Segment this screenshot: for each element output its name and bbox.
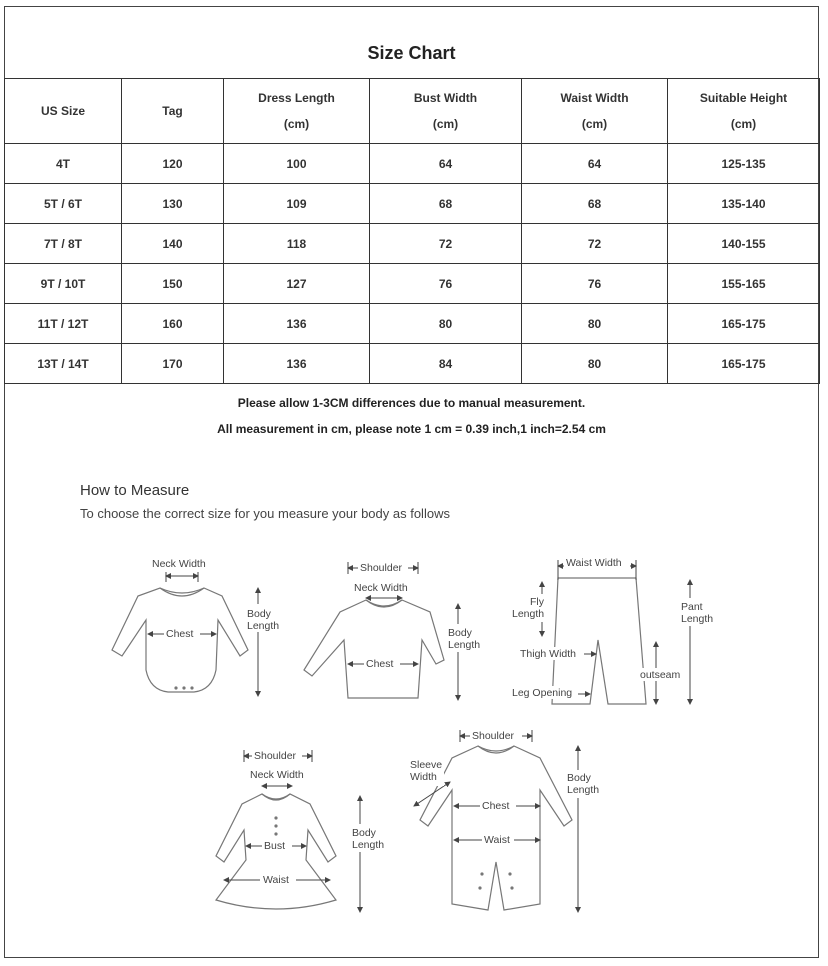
pants-leg-label: Leg Opening [512, 687, 573, 699]
cell-suitable-height: 165-175 [668, 304, 820, 344]
cell-bust-width: 76 [370, 264, 522, 304]
bodysuit-chest-label: Chest [166, 628, 194, 640]
pants-outseam-label: outseam [640, 669, 681, 681]
title-row [4, 6, 819, 78]
cell-bust-width: 72 [370, 224, 522, 264]
cell-tag: 120 [122, 144, 224, 184]
cell-us-size: 11T / 12T [5, 304, 122, 344]
cell-bust-width: 64 [370, 144, 522, 184]
romper-sleeve-label-a: Sleeve [410, 759, 443, 771]
cell-tag: 130 [122, 184, 224, 224]
header-us-size: US Size [5, 79, 122, 144]
dress-waist-label: Waist [263, 874, 289, 886]
pants-diagram [510, 557, 718, 704]
pants-waist-label: Waist Width [566, 557, 622, 569]
measurement-notes [4, 392, 819, 444]
how-to-measure-title: How to Measure [80, 482, 190, 499]
pants-fly-label-a: Fly [530, 596, 544, 608]
tshirt-body-label-a: Body [448, 627, 472, 639]
tshirt-body-label-b: Length [448, 639, 481, 651]
pants-thigh-label: Thigh Width [520, 648, 577, 660]
cell-waist-width: 72 [522, 224, 668, 264]
cell-tag: 140 [122, 224, 224, 264]
romper-chest-label: Chest [482, 800, 510, 812]
cell-suitable-height: 155-165 [668, 264, 820, 304]
cell-dress-length: 100 [224, 144, 370, 184]
table-row [5, 144, 820, 184]
tshirt-neck-label: Neck Width [354, 582, 408, 594]
cell-suitable-height: 135-140 [668, 184, 820, 224]
tshirt-chest-label: Chest [366, 658, 394, 670]
cell-us-size: 13T / 14T [5, 344, 122, 384]
cell-dress-length: 109 [224, 184, 370, 224]
note-conversion: All measurement in cm, please note 1 cm = 0.39 inch,1 inch=2.54 cm [217, 422, 606, 436]
dress-bust-label: Bust [264, 840, 286, 852]
table-row [5, 224, 820, 264]
header-dress-length: Dress Length (cm) [224, 79, 370, 144]
dress-neck-label: Neck Width [250, 769, 304, 781]
table-row [5, 264, 820, 304]
romper-body-label-b: Length [567, 784, 600, 796]
cell-dress-length: 136 [224, 304, 370, 344]
measurement-diagrams [0, 540, 828, 920]
header-bust-width: Bust Width (cm) [370, 79, 522, 144]
page-title: Size Chart [367, 42, 456, 63]
tshirt-diagram [304, 561, 486, 700]
table-header-row [5, 79, 820, 144]
header-suitable-height: Suitable Height (cm) [668, 79, 820, 144]
header-tag: Tag [122, 79, 224, 144]
note-difference: Please allow 1-3CM differences due to manual measurement. [237, 396, 586, 410]
cell-waist-width: 64 [522, 144, 668, 184]
pants-pant-label-b: Length [681, 613, 714, 625]
cell-bust-width: 80 [370, 304, 522, 344]
romper-body-label-a: Body [567, 772, 591, 784]
cell-suitable-height: 165-175 [668, 344, 820, 384]
dress-body-label-b: Length [352, 839, 385, 851]
cell-waist-width: 80 [522, 344, 668, 384]
dress-diagram [216, 749, 388, 912]
cell-us-size: 7T / 8T [5, 224, 122, 264]
bodysuit-neck-label: Neck Width [152, 558, 206, 570]
cell-bust-width: 84 [370, 344, 522, 384]
bodysuit-body-label-a: Body [247, 608, 271, 620]
how-to-measure-subtitle: To choose the correct size for you measure your body as follows [80, 506, 450, 521]
tshirt-shoulder-label: Shoulder [360, 562, 403, 574]
table-row [5, 304, 820, 344]
cell-tag: 160 [122, 304, 224, 344]
header-waist-width: Waist Width (cm) [522, 79, 668, 144]
cell-tag: 150 [122, 264, 224, 304]
romper-sleeve-label-b: Width [410, 771, 437, 783]
cell-us-size: 4T [5, 144, 122, 184]
dress-body-label-a: Body [352, 827, 376, 839]
dress-shoulder-label: Shoulder [254, 750, 297, 762]
cell-dress-length: 118 [224, 224, 370, 264]
pants-pant-label-a: Pant [681, 601, 703, 613]
cell-us-size: 5T / 6T [5, 184, 122, 224]
bodysuit-body-label-b: Length [247, 620, 280, 632]
cell-waist-width: 80 [522, 304, 668, 344]
cell-waist-width: 68 [522, 184, 668, 224]
romper-diagram [408, 729, 604, 912]
cell-us-size: 9T / 10T [5, 264, 122, 304]
cell-dress-length: 127 [224, 264, 370, 304]
cell-bust-width: 68 [370, 184, 522, 224]
size-table [4, 78, 820, 384]
bodysuit-diagram [112, 558, 284, 696]
pants-fly-label-b: Length [512, 608, 545, 620]
romper-waist-label: Waist [484, 834, 510, 846]
cell-suitable-height: 140-155 [668, 224, 820, 264]
cell-dress-length: 136 [224, 344, 370, 384]
cell-suitable-height: 125-135 [668, 144, 820, 184]
table-row [5, 344, 820, 384]
table-row [5, 184, 820, 224]
cell-tag: 170 [122, 344, 224, 384]
romper-shoulder-label: Shoulder [472, 730, 515, 742]
cell-waist-width: 76 [522, 264, 668, 304]
